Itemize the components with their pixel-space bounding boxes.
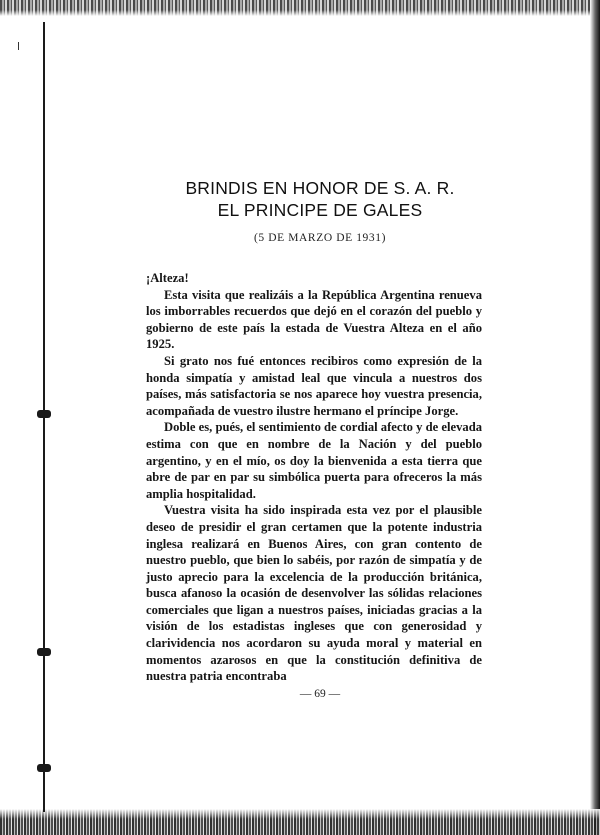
body-text [146, 270, 482, 685]
title-line-2: EL PRINCIPE DE GALES [217, 200, 423, 220]
date-subtitle: (5 DE MARZO DE 1931) [253, 232, 387, 244]
binding-mark [37, 648, 51, 656]
salutation: ¡Alteza! [146, 271, 189, 285]
paragraph: Esta visita que realizáis a la República Argentina renueva los imborrables recuerdos que dejó en el corazón del pueblo y gobierno de este país la estada de Vuestra Alteza en el año 1925. [146, 287, 482, 352]
paragraph: Si grato nos fué entonces recibiros como expresión de la honda simpatía y amistad leal que vincula a nuestros dos países, más satisfactoria se nos aparece hoy vuestra presencia, acompañada de vuestro ilustre hermano el príncipe Jorge. [146, 353, 482, 418]
title-line-1: BRINDIS EN HONOR DE S. A. R. [185, 178, 455, 198]
scan-edge-bottom [0, 809, 600, 835]
binding-mark [37, 410, 51, 418]
scan-edge-right [590, 0, 600, 835]
scan-edge-top [0, 0, 600, 16]
paragraph: Vuestra visita ha sido inspirada esta vez por el plausible deseo de presidir el gran certamen que la potente industria inglesa realizará en Buenos Aires, con gran contento de nuestro pueblo, que bien lo sabéis, por razón de simpatía y de justo aprecio para la excelencia de la producción británica, busca afanoso la ocasión de desenvolver las sólidas relaciones comerciales que ligan a nuestros países, iniciadas gracias a la visión de los estadistas ingleses que con generosidad y clarividencia nos acordaron su ayuda moral y material en momentos azarosos en que la constitución definitiva de nuestra patria encontraba [146, 503, 482, 684]
scan-mark [18, 42, 19, 50]
page-title [140, 177, 500, 221]
binding-mark [37, 764, 51, 772]
page-number: — 69 — [299, 688, 341, 700]
paragraph: Doble es, pués, el sentimiento de cordial afecto y de elevada estima con que en nombre de la Nación y del pueblo argentino, y en el mío, os doy la bienvenida a esta tierra que abre de par en par su simbólica puerta para ofreceros la más amplia hospitalidad. [146, 420, 482, 501]
